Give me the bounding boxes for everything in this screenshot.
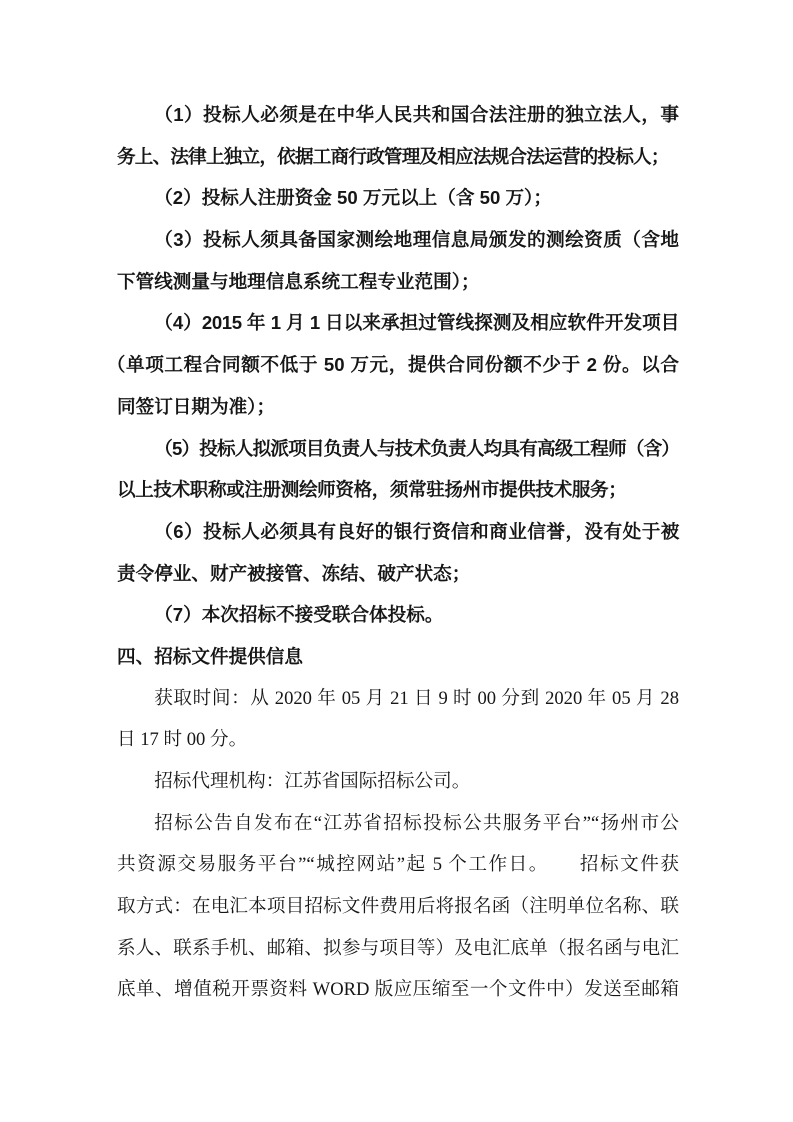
requirement-7-line-1: （7）本次招标不接受联合体投标。 [154,604,444,626]
requirement-2-line-1: （2）投标人注册资金 50 万元以上（含 50 万）； [154,187,552,209]
requirement-3-line-1: （3）投标人须具备国家测绘地理信息局颁发的测绘资质（含地 [154,229,679,251]
tender-agency-line-1: 招标代理机构：江苏省国际招标公司。 [154,771,471,792]
requirement-5-line-1: （5）投标人拟派项目负责人与技术负责人均具有高级工程师（含） [154,437,679,459]
requirement-5-line-2: 以上技术职称或注册测绘师资格，须常驻扬州市提供技术服务； [117,479,627,501]
requirement-1-line-1: （1）投标人必须是在中华人民共和国合法注册的独立法人，事 [154,104,679,125]
requirement-4-line-3: 同签订日期为准）； [117,395,276,417]
announcement-line-1: 招标公告自发布在“江苏省招标投标公共服务平台”“扬州市公 [154,812,679,834]
requirement-3-line-2: 下管线测量与地理信息系统工程专业范围）； [117,270,480,292]
requirement-6-line-1: （6）投标人必须具有良好的银行资信和商业信誉，没有处于被 [154,520,679,542]
requirement-4-line-2: （单项工程合同额不低于 50 万元，提供合同份额不少于 2 份。以合 [106,354,679,376]
document-content [106,94,679,1011]
requirement-1-line-2: 务上、法律上独立，依据工商行政管理及相应法规合法运营的投标人； [117,145,669,167]
announcement-line-3: 取方式：在电汇本项目招标文件费用后将报名函（注明单位名称、联 [117,896,679,918]
announcement-line-2: 共资源交易服务平台”“城控网站”起 5 个工作日。 招标文件获 [117,854,679,876]
section-heading: 四、招标文件提供信息 [117,645,303,667]
requirement-6-line-2: 责令停业、财产被接管、冻结、破产状态； [117,562,471,584]
obtain-time-line-1: 获取时间：从 2020 年 05 月 21 日 9 时 00 分到 2020 年 05 月 28 [154,687,679,709]
requirement-4-line-1: （4）2015 年 1 月 1 日以来承担过管线探测及相应软件开发项目 [154,312,679,334]
announcement-line-5: 底单、增值税开票资料 WORD 版应压缩至一个文件中）发送至邮箱 [117,979,679,1001]
obtain-time-line-2: 日 17 时 00 分。 [117,729,248,751]
announcement-line-4: 系人、联系手机、邮箱、拟参与项目等）及电汇底单（报名函与电汇 [117,937,679,959]
